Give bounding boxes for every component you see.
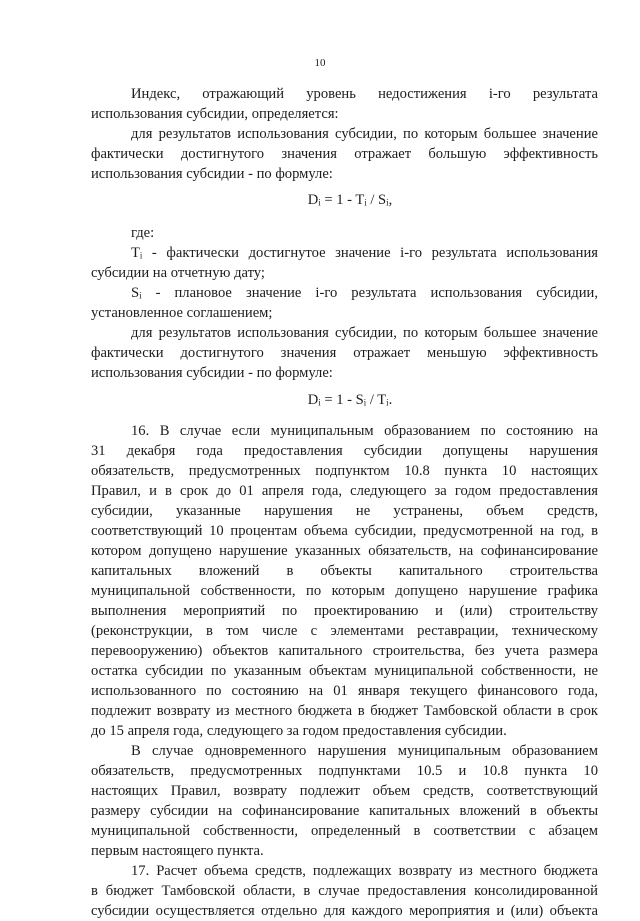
text-line: фактически достигнутого значения отражает большую эффективность [91,146,598,162]
text-line: муниципальной собственности, по которым допущено нарушение графика [91,583,598,599]
text-line: использования субсидии - по формуле: [91,365,333,381]
text-line: Индекс, отражающий уровень недостижения i-го результата [131,86,598,102]
text-line: использования субсидии - по формуле: [91,166,333,182]
text-line: субсидии осуществляется отдельно для каждого мероприятия и (или) объекта [91,903,598,919]
text-line: капитальных вложений в объекты капитального строительства [91,563,598,579]
text-line: перевооружению) объектов капитального строительства, без учета размера [91,643,598,659]
text-line: настоящих Правил, возврату подлежит объем средств, соответствующий [91,783,598,799]
formula-1: Dᵢ = 1 - Tᵢ / Sᵢ, [307,192,393,208]
text-line: Sᵢ - плановое значение i-го результата использования субсидии, [131,285,598,301]
text-line: обязательств, предусмотренных подпунктами 10.5 и 10.8 пункта 10 [91,763,598,779]
text-line: до 15 апреля года, следующего за годом предоставления субсидии. [91,723,507,739]
text-line: Правил, и в срок до 01 апреля года, следующего за годом предоставления [91,483,598,499]
text-line: обязательств, предусмотренных подпунктом 10.8 пункта 10 настоящих [91,463,598,479]
text-line: установленное соглашением; [91,305,273,321]
text-line: первым настоящего пункта. [91,843,264,859]
formula-2: Dᵢ = 1 - Sᵢ / Tᵢ. [307,392,393,408]
text-line: использования субсидии, определяется: [91,106,339,122]
text-line: в бюджет Тамбовской области, в случае предоставления консолидированной [91,883,598,899]
text-line: 16. В случае если муниципальным образованием по состоянию на [131,423,598,439]
text-line: где: [131,225,155,241]
text-line: фактически достигнутого значения отражает меньшую эффективность [91,345,598,361]
text-line: В случае одновременного нарушения муниципальным образованием [131,743,598,759]
text-line: (реконструкции, в том числе с элементами реставрации, техническому [91,623,598,639]
page-number: 10 [314,57,326,69]
text-line: подлежит возврату из местного бюджета в бюджет Тамбовской области в срок [91,703,598,719]
text-line: для результатов использования субсидии, по которым большее значение [131,325,598,341]
text-line: использованного по состоянию на 01 января текущего финансового года, [91,683,598,699]
text-line: соответствующий 10 процентам объема субсидии, предусмотренной на год, в [91,523,598,539]
text-line: субсидии, указанные нарушения не устранены, объем средств, [91,503,598,519]
text-line: Tᵢ - фактически достигнутое значение i-го результата использования [131,245,598,261]
text-line: остатка субсидии по указанным объектам муниципальной собственности, не [91,663,598,679]
text-line: размеру субсидии на софинансирование капитальных вложений в объекты [91,803,598,819]
text-line: для результатов использования субсидии, по которым большее значение [131,126,598,142]
text-line: котором допущено нарушение указанных обязательств, на софинансирование [91,543,598,559]
text-line: субсидии на отчетную дату; [91,265,265,281]
text-line: 17. Расчет объема средств, подлежащих возврату из местного бюджета [131,863,598,879]
text-line: муниципальной собственности, определенный в соответствии с абзацем [91,823,598,839]
text-line: 31 декабря года предоставления субсидии допущены нарушения [91,443,598,459]
text-line: выполнения мероприятий по проектированию и (или) строительству [91,603,598,619]
